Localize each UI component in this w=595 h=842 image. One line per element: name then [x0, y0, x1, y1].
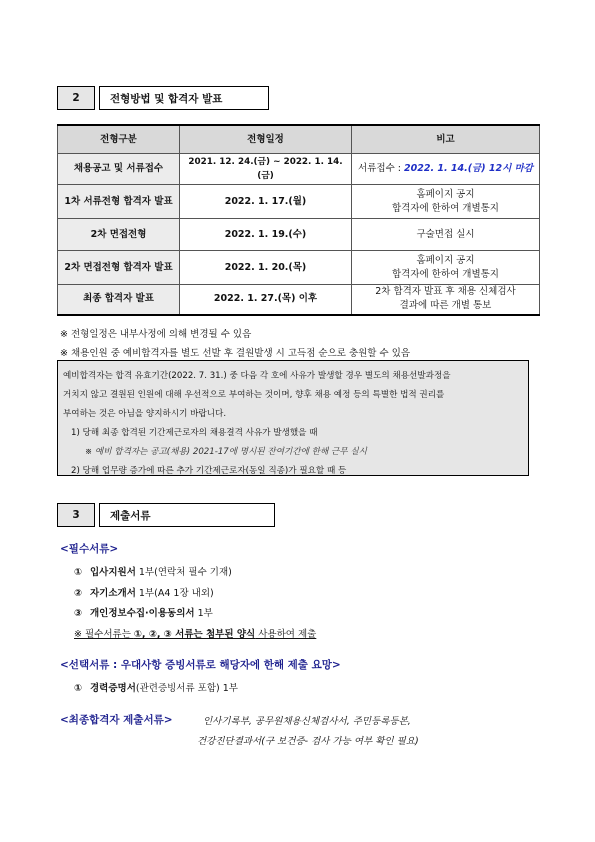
note-prefix: ※ 필수서류는: [74, 629, 134, 640]
required-docs-heading: <필수서류>: [60, 543, 119, 555]
column-header: 전형구분: [58, 125, 180, 154]
doc-detail: 1부(A4 1장 내외): [135, 588, 214, 599]
note-suffix: 사용하여 제출: [255, 629, 317, 640]
required-docs-note: [74, 626, 316, 640]
note-line: 홈페이지 공지: [416, 188, 475, 200]
note-bold: ①, ②, ③ 서류는 첨부된 양식: [133, 629, 256, 640]
box-text: 부여하는 것은 아님을 양지하시기 바랍니다.: [63, 409, 227, 419]
item-number: ①: [74, 567, 83, 578]
note-cell: [352, 251, 540, 285]
note-cell: [352, 285, 540, 315]
stage-cell: 채용공고 및 서류접수: [58, 154, 180, 185]
stage-cell: 최종 합격자 발표: [58, 285, 180, 315]
table-row: [58, 185, 540, 219]
date-cell: 2022. 1. 17.(월): [180, 185, 352, 219]
stage-cell: 1차 서류전형 합격자 발표: [58, 185, 180, 219]
schedule-note: ※ 전형일정은 내부사정에 의해 변경될 수 있음: [60, 329, 252, 340]
list-item: [74, 585, 214, 599]
section-number: 3: [57, 503, 95, 527]
item-number: ③: [74, 608, 83, 619]
section-title: 제출서류: [99, 503, 275, 527]
doc-name: 개인정보수집·이용동의서: [90, 608, 195, 619]
section-number: 2: [57, 86, 95, 110]
schedule-note: ※ 채용인원 중 예비합격자를 별도 선발 후 결원발생 시 고득점 순으로 충원할 수 있음: [60, 348, 411, 359]
table-header-row: [58, 125, 540, 154]
doc-name: 자기소개서: [90, 588, 136, 599]
note-cell: [352, 154, 540, 185]
optional-docs-heading: <선택서류 : 우대사항 증빙서류로 해당자에 한해 제출 요망>: [60, 659, 341, 671]
note-cell: 구술면접 실시: [352, 219, 540, 251]
reserve-candidate-box: [57, 360, 529, 476]
section-2-header: [57, 86, 269, 110]
stage-cell: 2차 면접전형: [58, 219, 180, 251]
doc-name: 입사지원서: [90, 567, 136, 578]
item-number: ①: [74, 683, 83, 694]
box-text: 거치지 않고 결원된 인원에 대해 우선적으로 부여하는 것이며, 향후 채용 예정 등의 특별한 법적 권리를: [63, 390, 445, 400]
column-header: 전형일정: [180, 125, 352, 154]
box-item: 2) 당해 업무량 증가에 따른 추가 기간제근로자(동일 직종)가 필요할 때 등: [71, 466, 347, 476]
note-cell: [352, 185, 540, 219]
note-line: 합격자에 한하여 개별통지: [392, 202, 499, 214]
list-item: [74, 605, 213, 619]
final-docs-line: 인사기록부, 공무원채용신체검사서, 주민등록등본,: [203, 716, 411, 727]
column-header: 비고: [352, 125, 540, 154]
note-line: 2차 합격자 발표 후 채용 신체검사: [375, 286, 516, 298]
doc-name: 경력증명서: [90, 683, 136, 694]
date-cell: 2022. 1. 20.(목): [180, 251, 352, 285]
final-docs-line: 건강진단결과서(구 보건증- 검사 가능 여부 확인 필요): [197, 736, 419, 747]
schedule-table: [57, 124, 540, 316]
note-line: 홈페이지 공지: [416, 254, 475, 266]
final-docs-heading: <최종합격자 제출서류>: [60, 714, 173, 726]
item-number: ②: [74, 588, 83, 599]
box-item: 1) 당해 최종 합격된 기간제근로자의 채용결격 사유가 발생했을 때: [71, 428, 318, 438]
table-row: [58, 251, 540, 285]
note-line: 합격자에 한하여 개별통지: [392, 268, 499, 280]
table-row: [58, 285, 540, 315]
table-row: [58, 219, 540, 251]
note-prefix: 서류접수 :: [358, 163, 404, 174]
section-title: 전형방법 및 합격자 발표: [99, 86, 269, 110]
box-text: 예비합격자는 합격 유효기간(2022. 7. 31.) 중 다음 각 호에 사유가 발생할 경우 별도의 채용선발과정을: [63, 371, 451, 381]
date-cell: 2021. 12. 24.(금) ~ 2022. 1. 14.(금): [180, 154, 352, 185]
date-cell: 2022. 1. 27.(목) 이후: [180, 285, 352, 315]
list-item: [74, 680, 238, 694]
table-row: [58, 154, 540, 185]
doc-detail: (관련증빙서류 포함) 1부: [135, 683, 238, 694]
stage-cell: 2차 면접전형 합격자 발표: [58, 251, 180, 285]
doc-detail: 1부: [194, 608, 213, 619]
date-cell: 2022. 1. 19.(수): [180, 219, 352, 251]
note-line: 결과에 따른 개별 통보: [399, 300, 492, 312]
box-item-note: ※ 예비 합격자는 공고(채용) 2021-17에 명시된 잔여기간에 한해 근무 실시: [85, 447, 367, 457]
deadline-highlight: 2022. 1. 14.(금) 12시 마감: [404, 163, 533, 174]
doc-detail: 1부(연락처 필수 기재): [135, 567, 232, 578]
list-item: [74, 564, 232, 578]
section-3-header: [57, 503, 275, 527]
